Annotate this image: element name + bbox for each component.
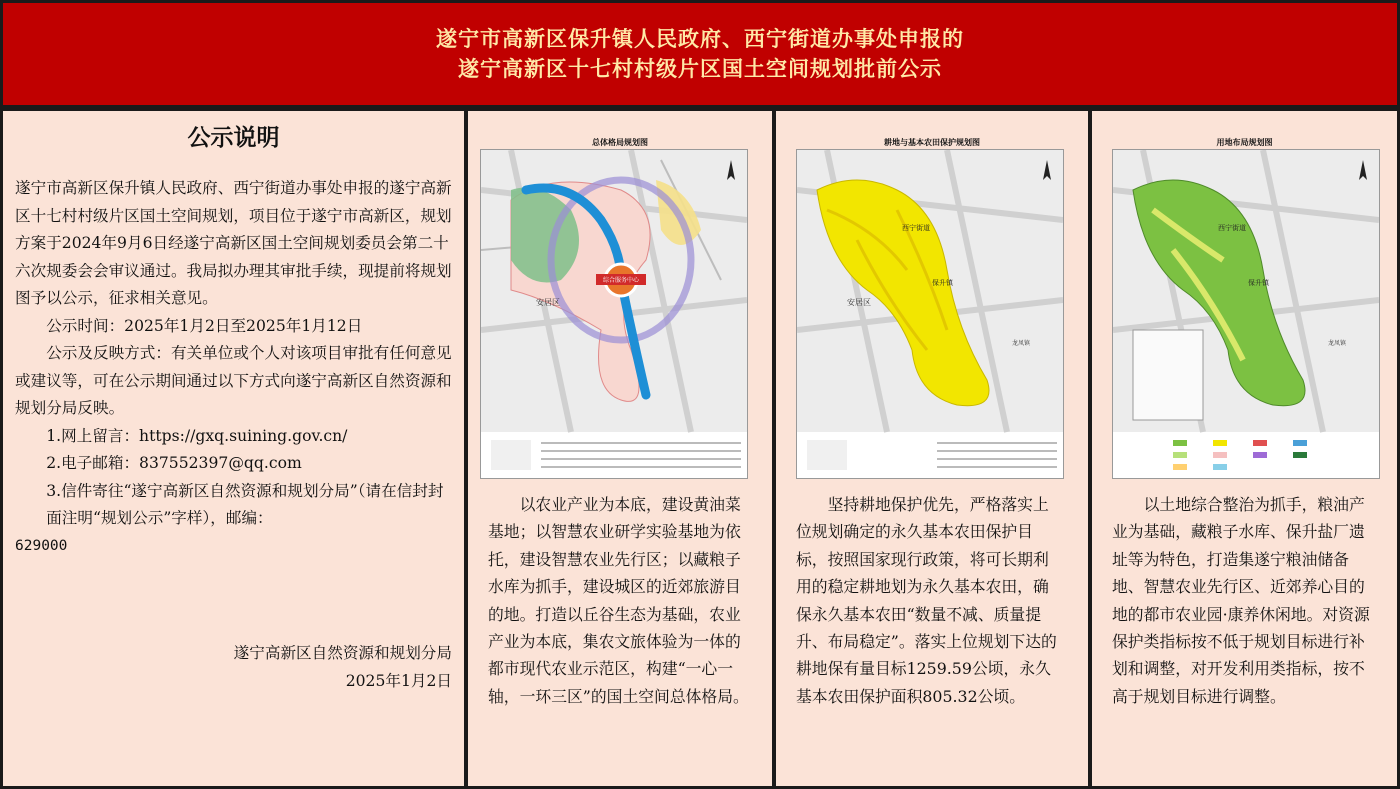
notice-title: 公示说明 (187, 125, 280, 151)
overall-pattern-panel (465, 108, 775, 789)
land-use-table (1133, 330, 1203, 420)
map-title-farmland: 耕地与基本农田保护规划图 (884, 138, 980, 147)
farmland-protection-map (796, 149, 1064, 479)
farmland-description (796, 491, 1058, 710)
farmland-area-label: 安居区 (847, 298, 871, 307)
notice-body (15, 175, 455, 560)
signature-org: 遂宁高新区自然资源和规划分局 (233, 644, 452, 662)
overall-area-label: 安居区 (536, 298, 560, 307)
farmland-label-longfeng: 龙凤镇 (1012, 340, 1031, 347)
overall-description (488, 491, 750, 710)
notice-postcode: 629000 (15, 537, 68, 554)
notice-period: 公示时间：2025年1月2日至2025年1月12日 (46, 316, 363, 335)
map-title-landuse: 用地布局规划图 (1216, 138, 1273, 147)
farmland-label-baosheng: 保升镇 (932, 279, 953, 287)
landuse-label-xining: 西宁街道 (1218, 224, 1246, 232)
notice-panel (0, 108, 467, 789)
landuse-label-longfeng: 龙凤镇 (1328, 340, 1347, 347)
land-use-panel (1089, 108, 1400, 789)
map-title-overall: 总体格局规划图 (592, 138, 648, 147)
landuse-description-text: 以土地综合整治为抓手，粮油产业为基础，藏粮子水库、保升盐厂遗址等为特色，打造集遂宁粮油储备地、智慧农业先行区、近郊养心目的地的都市农业园·康养休闲地。对资源保护类指标按不低于规划目标进行补划和调整，对开发利用类指标，按不高于规划目标进行调整。 (1112, 495, 1370, 706)
farmland-protection-panel (773, 108, 1091, 789)
notice-method-email: 2.电子邮箱：837552397@qq.com (46, 454, 302, 472)
landuse-description (1112, 491, 1374, 710)
notice-method-website: 1.网上留言：https://gxq.suining.gov.cn/ (46, 426, 348, 445)
landuse-label-baosheng: 保升镇 (1248, 279, 1269, 287)
notice-paragraph: 遂宁市高新区保升镇人民政府、西宁街道办事处申报的遂宁高新区十七村村级片区国土空间规划，项目位于遂宁市高新区，规划方案于2024年9月6日经遂宁高新区国土空间规划委员会第二十六次规委会会审议通过。我局拟办理其审批手续，现提前将规划图予以公示，征求相关意见。 (15, 179, 452, 307)
land-use-map (1112, 149, 1380, 479)
overall-description-text: 以农业产业为本底，建设黄油菜基地；以智慧农业研学实验基地为依托，建设智慧农业先行区；以藏粮子水库为抓手，建设城区的近郊旅游目的地。打造以丘谷生态为基础，农业产业为本底，集农文旅体验为一体的都市现代农业示范区，构建“一心一轴，一环三区”的国土空间总体格局。 (488, 495, 749, 706)
header-title-line1: 遂宁市高新区保升镇人民政府、西宁街道办事处申报的 (436, 26, 964, 51)
header-banner (0, 0, 1400, 108)
farmland-map-graphic (797, 150, 1063, 478)
farmland-description-text: 坚持耕地保护优先，严格落实上位规划确定的永久基本农田保护目标，按照国家现行政策，将可长期利用的稳定耕地划为永久基本农田，确保永久基本农田“数量不减、质量提升、布局稳定”。落实上位规划下达的耕地保有量目标1259.59公顷，永久基本农田保护面积805.32公顷。 (796, 495, 1057, 706)
signature-date: 2025年1月2日 (345, 672, 452, 690)
overall-map-graphic (481, 150, 747, 478)
signature-block (234, 639, 452, 695)
overall-pattern-map (480, 149, 748, 479)
header-title-line2: 遂宁高新区十七村村级片区国土空间规划批前公示 (458, 56, 942, 81)
overall-center-label: 综合服务中心 (602, 277, 640, 284)
notice-method-letter: 3.信件寄往“遂宁高新区自然资源和规划分局”（请在信封封面注明“规划公示”字样），邮编： (46, 481, 444, 527)
notice-feedback: 公示及反映方式：有关单位或个人对该项目审批有任何意见或建议等，可在公示期间通过以下方式向遂宁高新区自然资源和规划分局反映。 (15, 344, 452, 417)
farmland-label-xining: 西宁街道 (902, 224, 930, 232)
landuse-map-graphic (1113, 150, 1379, 478)
